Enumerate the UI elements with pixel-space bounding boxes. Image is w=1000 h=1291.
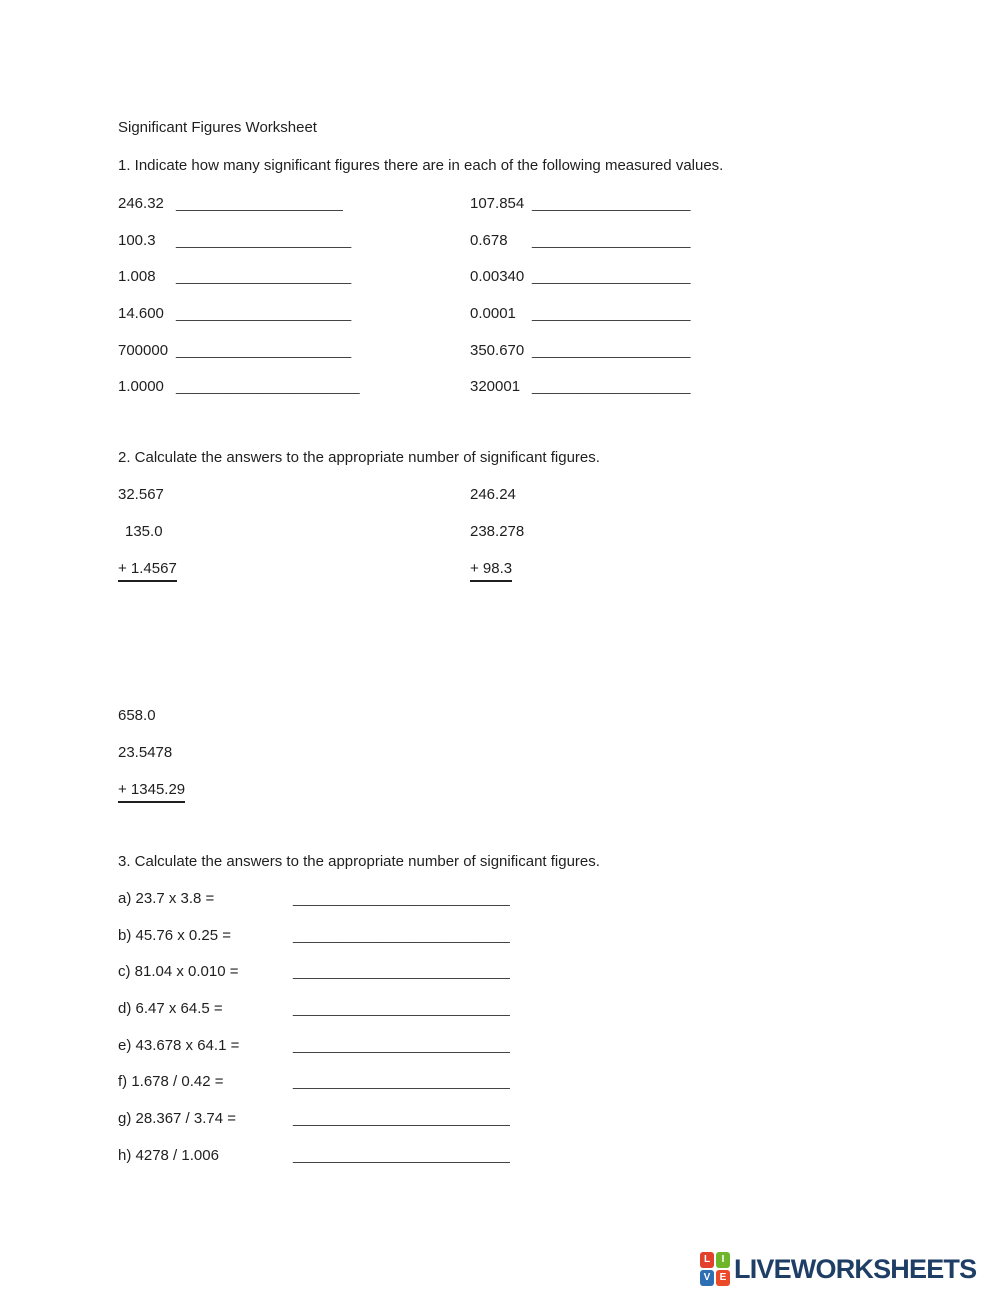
- sum-line: [118, 560, 470, 597]
- sigfig-row: [118, 342, 908, 379]
- equation-label: b) 45.76 x 0.25 =: [118, 926, 231, 944]
- addend: 135.0: [125, 523, 163, 540]
- sigfig-cell: [470, 342, 908, 359]
- calc-item: [118, 1000, 510, 1037]
- answer-blank[interactable]: __________________________: [293, 926, 510, 944]
- sigfig-row: [118, 195, 908, 232]
- sigfig-cell: [470, 195, 908, 212]
- section3-prompt: 3. Calculate the answers to the appropriate number of significant figures.: [118, 853, 600, 870]
- answer-blank[interactable]: ___________________: [532, 378, 691, 396]
- equation-label: c) 81.04 x 0.010 =: [118, 963, 239, 981]
- answer-blank[interactable]: __________________________: [293, 1000, 510, 1018]
- calc-item: [118, 927, 510, 964]
- sigfig-cell: [118, 342, 470, 359]
- sigfig-row: [118, 378, 908, 415]
- measured-value: 246.32: [118, 195, 164, 212]
- calc-item: [118, 963, 510, 1000]
- page-title: Significant Figures Worksheet: [118, 119, 317, 136]
- section1-prompt: 1. Indicate how many significant figures there are in each of the following measured values.: [118, 157, 724, 174]
- sigfig-cell: [470, 232, 908, 249]
- measured-value: 0.0001: [470, 305, 516, 323]
- calc-item: [118, 890, 510, 927]
- logo-tile-v: V: [700, 1270, 714, 1286]
- calc-item: [118, 1147, 510, 1184]
- answer-blank[interactable]: ___________________: [532, 268, 691, 286]
- measured-value: 700000: [118, 341, 169, 359]
- addend-underlined: + 1.4567: [118, 560, 177, 582]
- liveworksheets-logo[interactable]: [700, 1252, 976, 1286]
- equation-label: h) 4278 / 1.006: [118, 1146, 219, 1164]
- answer-blank[interactable]: ___________________: [532, 341, 691, 359]
- answer-blank[interactable]: ____________________: [176, 195, 343, 212]
- sigfig-cell: [118, 268, 470, 285]
- addition-problem: [470, 486, 908, 597]
- addend: 23.5478: [118, 744, 173, 761]
- answer-blank[interactable]: ___________________: [532, 231, 691, 249]
- calc-item: [118, 1073, 510, 1110]
- liveworksheets-icon: [700, 1252, 730, 1286]
- sigfig-row: [118, 305, 908, 342]
- sigfig-row: [118, 232, 908, 269]
- logo-tile-e: E: [716, 1270, 730, 1286]
- equation-label: f) 1.678 / 0.42 =: [118, 1073, 224, 1091]
- measured-value: 350.670: [470, 341, 525, 359]
- equation-label: e) 43.678 x 64.1 =: [118, 1036, 240, 1054]
- sigfig-cell: [118, 378, 470, 395]
- addend: 32.567: [118, 486, 164, 503]
- answer-blank[interactable]: ___________________: [532, 195, 691, 212]
- measured-value: 0.678: [470, 231, 508, 249]
- sum-line: [470, 560, 908, 597]
- answer-blank[interactable]: _____________________: [176, 305, 352, 323]
- answer-blank[interactable]: ______________________: [176, 378, 360, 396]
- measured-value: 107.854: [470, 195, 525, 212]
- answer-blank[interactable]: __________________________: [293, 890, 510, 907]
- sigfig-cell: [470, 378, 908, 395]
- addend-underlined: + 1345.29: [118, 781, 185, 803]
- sigfig-cell: [118, 195, 470, 212]
- addition-problem: [118, 707, 185, 818]
- measured-value: 0.00340: [470, 268, 525, 286]
- equation-label: g) 28.367 / 3.74 =: [118, 1110, 237, 1128]
- calc-item: [118, 1037, 510, 1074]
- addend: 658.0: [118, 707, 156, 724]
- measured-value: 100.3: [118, 231, 156, 249]
- answer-blank[interactable]: __________________________: [293, 1073, 510, 1091]
- answer-blank[interactable]: ___________________: [532, 305, 691, 323]
- section2-prompt: 2. Calculate the answers to the appropriate number of significant figures.: [118, 449, 600, 466]
- measured-value: 1.0000: [118, 378, 164, 396]
- calc-item: [118, 1110, 510, 1147]
- measured-value: 320001: [470, 378, 521, 396]
- answer-blank[interactable]: _____________________: [176, 231, 352, 249]
- answer-blank[interactable]: __________________________: [293, 1110, 510, 1128]
- addend: 238.278: [470, 523, 525, 540]
- addend-underlined: + 98.3: [470, 560, 512, 582]
- sum-line: [118, 781, 185, 818]
- sigfig-cell: [470, 268, 908, 285]
- addend: 246.24: [470, 486, 516, 503]
- answer-blank[interactable]: _____________________: [176, 268, 352, 286]
- section3-items: [118, 890, 510, 1184]
- answer-blank[interactable]: __________________________: [293, 963, 510, 981]
- sigfig-row: [118, 268, 908, 305]
- answer-blank[interactable]: __________________________: [293, 1146, 510, 1164]
- logo-tile-l: L: [700, 1252, 714, 1268]
- section1-rows: [118, 195, 908, 415]
- liveworksheets-wordmark: LIVEWORKSHEETS: [734, 1253, 977, 1284]
- sigfig-cell: [470, 305, 908, 322]
- sigfig-cell: [118, 305, 470, 322]
- answer-blank[interactable]: _____________________: [176, 341, 352, 359]
- equation-label: a) 23.7 x 3.8 =: [118, 890, 215, 907]
- equation-label: d) 6.47 x 64.5 =: [118, 1000, 223, 1018]
- measured-value: 1.008: [118, 268, 156, 286]
- addition-problem: [118, 486, 470, 597]
- measured-value: 14.600: [118, 305, 164, 323]
- answer-blank[interactable]: __________________________: [293, 1036, 510, 1054]
- section2-problems: [118, 486, 908, 597]
- sigfig-cell: [118, 232, 470, 249]
- logo-tile-i: I: [716, 1252, 730, 1268]
